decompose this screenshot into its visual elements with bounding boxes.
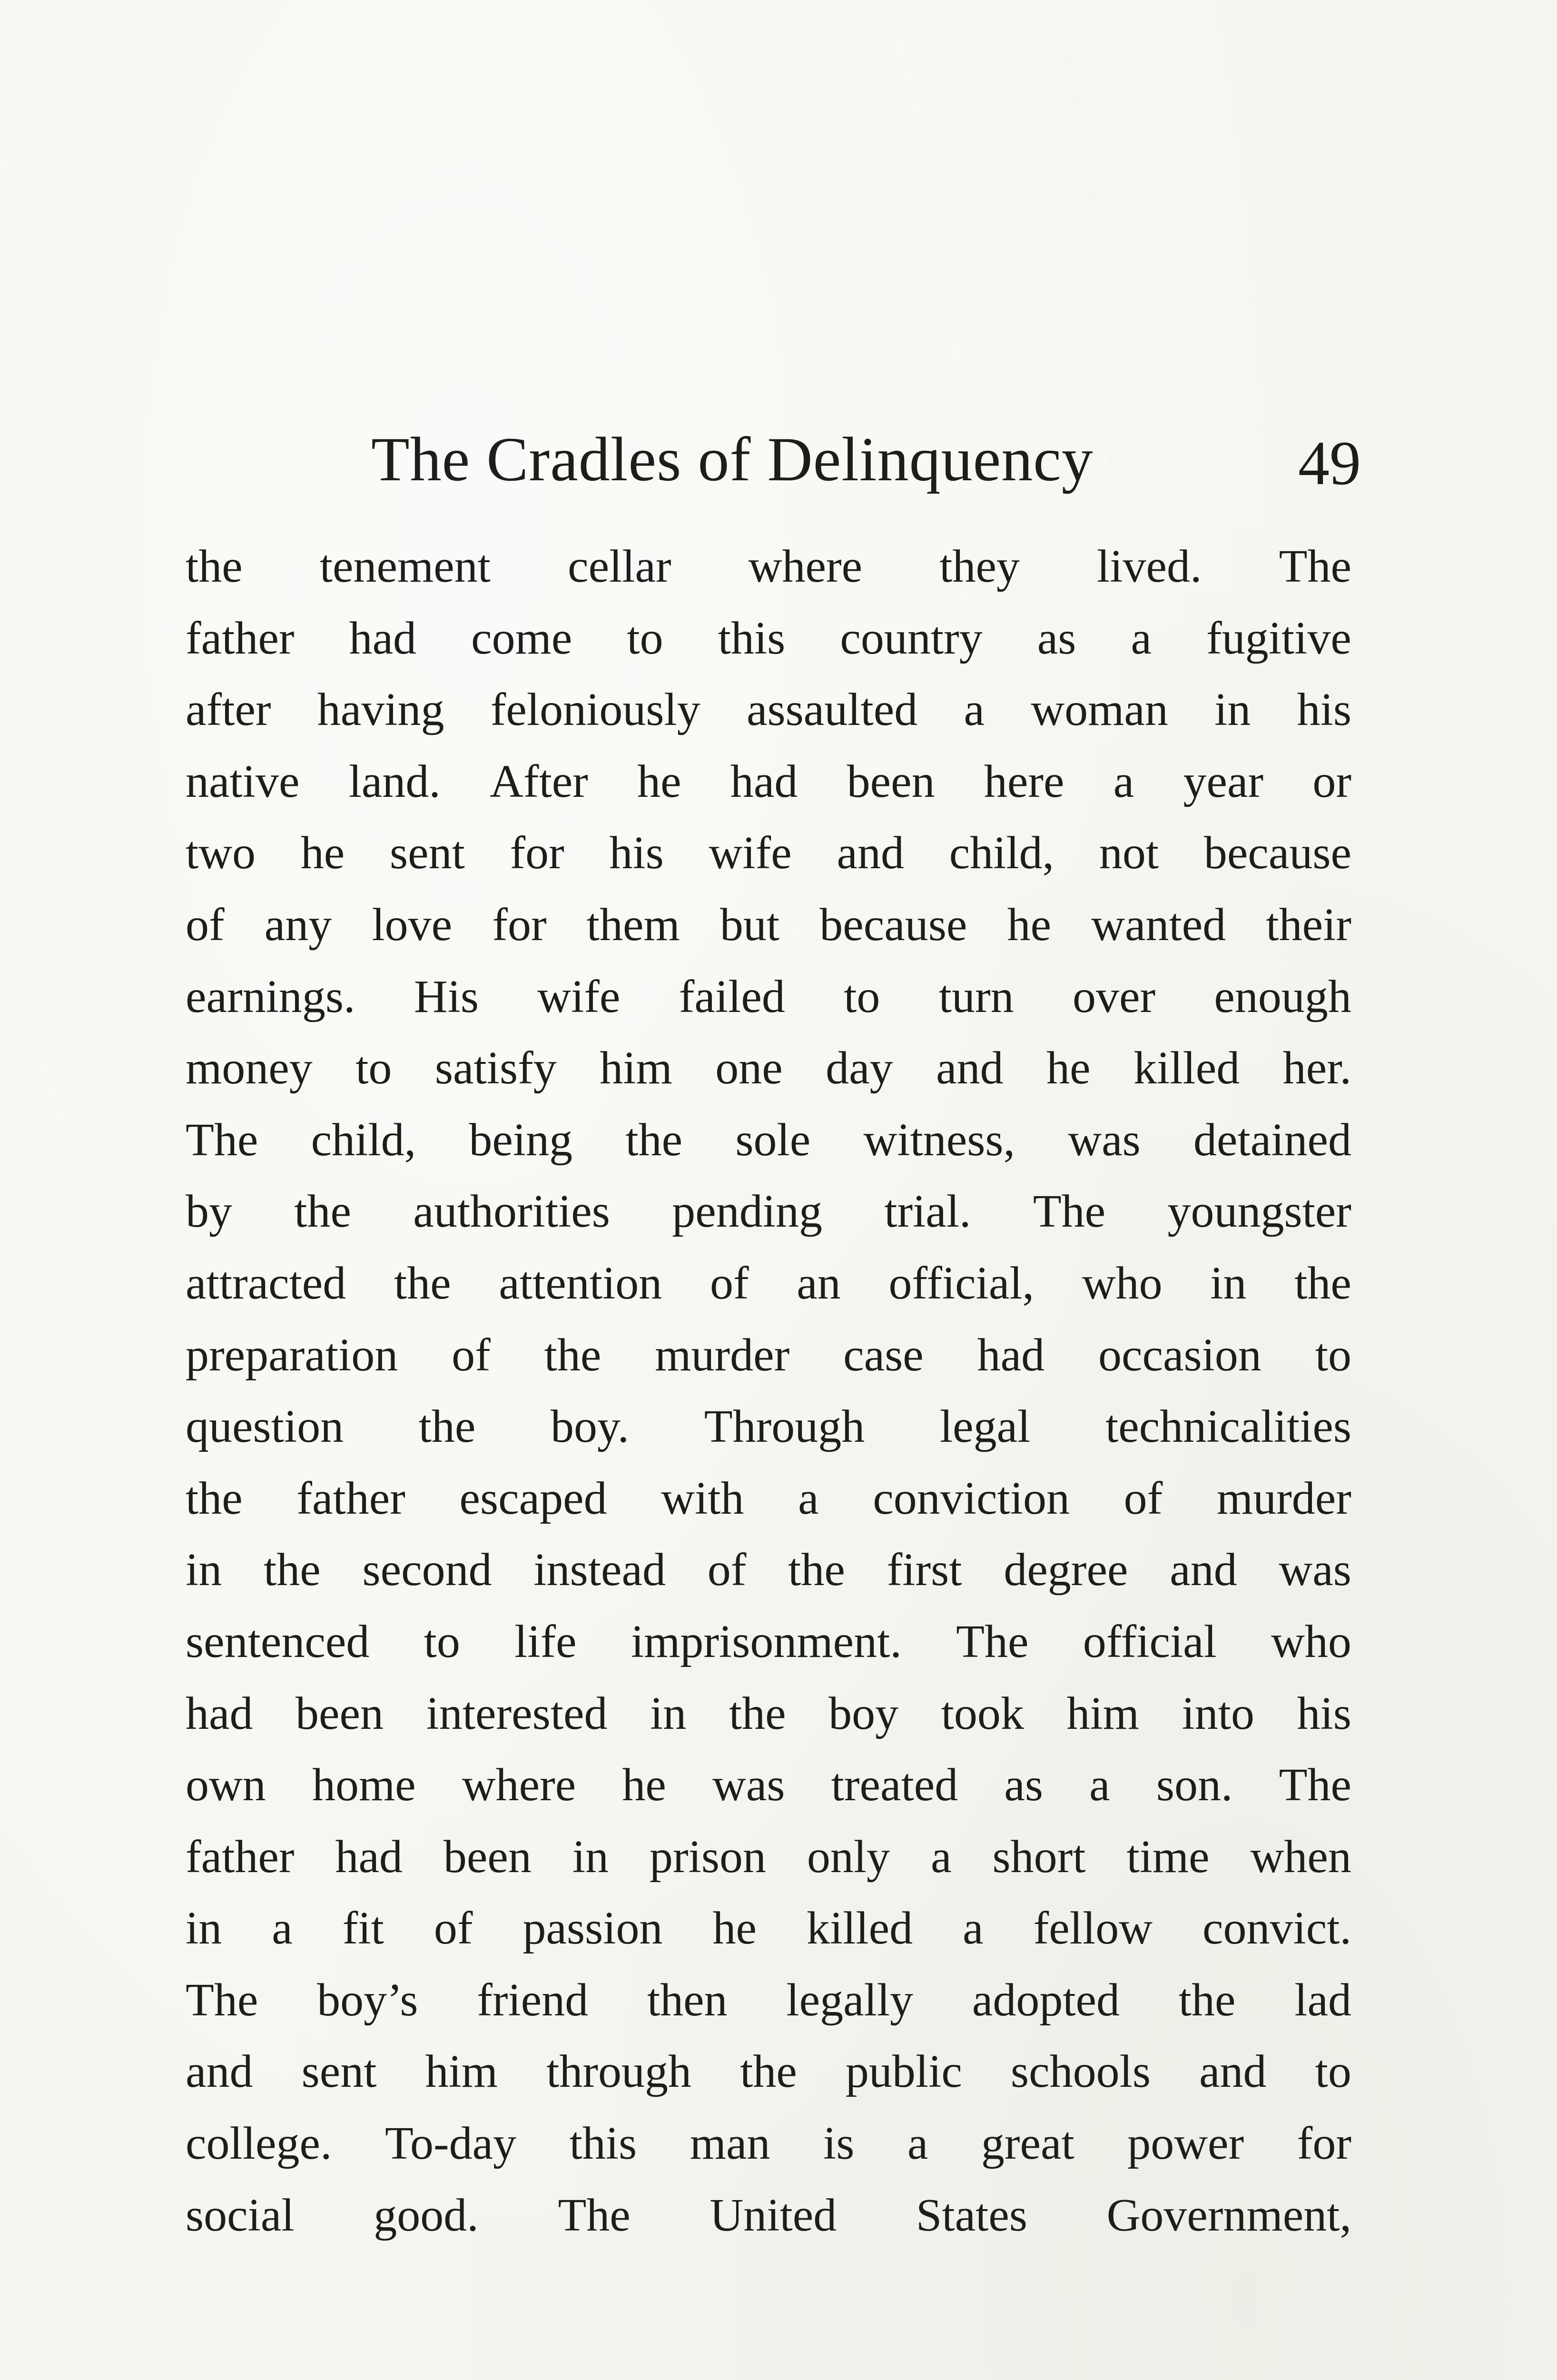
word: of <box>434 1903 473 1954</box>
word: tenement <box>319 541 491 592</box>
word: a <box>963 1903 984 1954</box>
word: two <box>186 827 256 879</box>
word: year <box>1183 755 1264 807</box>
word: boy’s <box>317 1974 418 2026</box>
word: the <box>1294 1257 1351 1309</box>
word: The <box>186 1114 258 1166</box>
word: short <box>992 1831 1086 1883</box>
word: occasion <box>1098 1329 1261 1381</box>
word: to <box>424 1616 460 1667</box>
word: attracted <box>186 1257 346 1309</box>
word: for <box>492 899 547 951</box>
text-line <box>186 1893 1351 1964</box>
word: her. <box>1282 1042 1351 1094</box>
word: sent <box>389 827 465 879</box>
word: in <box>186 1544 222 1596</box>
word: convict. <box>1202 1903 1351 1954</box>
word: because <box>819 899 967 951</box>
word: good. <box>374 2189 479 2241</box>
word: been <box>847 755 935 807</box>
word: interested <box>426 1687 608 1739</box>
text-line <box>186 1248 1351 1319</box>
word: assaulted <box>747 684 918 736</box>
word: and <box>1170 1544 1237 1596</box>
running-head <box>371 419 1361 500</box>
word: was <box>1279 1544 1351 1596</box>
word: official <box>1083 1616 1217 1667</box>
word: and <box>936 1042 1004 1094</box>
word: to <box>627 612 663 664</box>
word: in <box>186 1903 222 1954</box>
word: legal <box>939 1401 1031 1453</box>
word: to <box>1315 1329 1351 1381</box>
word: and <box>837 827 904 879</box>
word: trial. <box>884 1186 971 1238</box>
word: legally <box>786 1974 914 2026</box>
word: authorities <box>413 1186 610 1238</box>
word: land. <box>348 755 441 807</box>
text-line <box>186 2036 1351 2108</box>
word: in <box>650 1687 687 1739</box>
word: pending <box>672 1186 822 1238</box>
word: The <box>558 2189 631 2241</box>
word: one <box>715 1042 783 1094</box>
word: had <box>977 1329 1045 1381</box>
word: college. <box>186 2118 332 2170</box>
word: in <box>1214 684 1251 736</box>
word: the <box>264 1544 321 1596</box>
word: the <box>1178 1974 1236 2026</box>
word: His <box>414 971 479 1022</box>
word: the <box>294 1186 351 1238</box>
word: the <box>394 1257 451 1309</box>
word: a <box>964 684 985 736</box>
word: home <box>312 1759 416 1811</box>
word: cellar <box>568 541 671 592</box>
word: sentenced <box>186 1616 370 1667</box>
word: of <box>452 1329 491 1381</box>
word: time <box>1126 1831 1210 1883</box>
word: was <box>1068 1114 1141 1166</box>
word: killed <box>806 1903 913 1954</box>
word: come <box>471 612 572 664</box>
word: to <box>844 971 880 1022</box>
word: a <box>1131 612 1152 664</box>
word: sent <box>301 2046 377 2098</box>
word: lived. <box>1097 541 1202 592</box>
word: fellow <box>1033 1903 1153 1954</box>
word: only <box>807 1831 890 1883</box>
text-line <box>186 1391 1351 1463</box>
word: but <box>719 899 780 951</box>
word: had <box>186 1687 253 1739</box>
text-line <box>186 1032 1351 1104</box>
word: of <box>710 1257 749 1309</box>
word: preparation <box>186 1329 398 1381</box>
text-line <box>186 1678 1351 1750</box>
word: father <box>186 1831 295 1883</box>
word: been <box>296 1687 384 1739</box>
text-line <box>186 674 1351 746</box>
word: passion <box>522 1903 663 1954</box>
word: The <box>1279 1759 1351 1811</box>
word: lad <box>1294 1974 1351 2026</box>
word: he <box>622 1759 666 1811</box>
word: over <box>1072 971 1156 1022</box>
word: detained <box>1193 1114 1351 1166</box>
word: sole <box>735 1114 811 1166</box>
word: as <box>1004 1759 1044 1811</box>
word: schools <box>1010 2046 1151 2098</box>
word: technicalities <box>1105 1401 1351 1453</box>
word: official, <box>888 1257 1035 1309</box>
word: this <box>718 612 786 664</box>
text-line <box>186 1104 1351 1176</box>
word: being <box>469 1114 573 1166</box>
word: life <box>514 1616 577 1667</box>
word: by <box>186 1186 232 1238</box>
text-line <box>186 817 1351 889</box>
word: as <box>1037 612 1076 664</box>
word: this <box>569 2118 637 2170</box>
word: his <box>1297 684 1351 736</box>
word: killed <box>1133 1042 1240 1094</box>
word: they <box>939 541 1020 592</box>
word: who <box>1271 1616 1351 1667</box>
word: failed <box>679 971 785 1022</box>
word: he <box>1007 899 1052 951</box>
word: murder <box>1216 1472 1351 1524</box>
word: murder <box>655 1329 790 1381</box>
word: native <box>186 755 300 807</box>
word: had <box>730 755 798 807</box>
word: into <box>1182 1687 1254 1739</box>
word: he <box>712 1903 757 1954</box>
word: country <box>840 612 983 664</box>
text-line <box>186 603 1351 674</box>
word: of <box>707 1544 747 1596</box>
word: and <box>1199 2046 1267 2098</box>
word: turn <box>938 971 1014 1022</box>
word: because <box>1203 827 1351 879</box>
word: for <box>510 827 564 879</box>
word: the <box>186 541 243 592</box>
word: United <box>710 2189 837 2241</box>
word: the <box>729 1687 786 1739</box>
word: his <box>1297 1687 1351 1739</box>
word: for <box>1297 2118 1351 2170</box>
word: day <box>826 1042 893 1094</box>
word: attention <box>499 1257 662 1309</box>
word: or <box>1312 755 1351 807</box>
word: fugitive <box>1206 612 1351 664</box>
word: The <box>1033 1186 1106 1238</box>
word: feloniously <box>490 684 700 736</box>
word: instead <box>533 1544 666 1596</box>
word: treated <box>831 1759 958 1811</box>
word: them <box>586 899 680 951</box>
page-number: 49 <box>1298 428 1361 498</box>
word: earnings. <box>186 971 355 1022</box>
word: the <box>544 1329 601 1381</box>
word: question <box>186 1401 344 1453</box>
text-line <box>186 889 1351 961</box>
word: boy. <box>551 1401 630 1453</box>
word: power <box>1127 2118 1244 2170</box>
word: case <box>843 1329 924 1381</box>
word: father <box>186 612 295 664</box>
word: with <box>661 1472 744 1524</box>
word: to <box>1315 2046 1351 2098</box>
word: the <box>625 1114 683 1166</box>
word: youngster <box>1167 1186 1351 1238</box>
word: The <box>186 1974 258 2026</box>
text-line <box>186 1463 1351 1535</box>
word: To-day <box>384 2118 517 2170</box>
word: in <box>572 1831 609 1883</box>
word: man <box>690 2118 770 2170</box>
word: had <box>349 612 417 664</box>
text-line <box>186 1821 1351 1893</box>
word: witness, <box>863 1114 1015 1166</box>
word: any <box>264 899 332 951</box>
word: a <box>1089 1759 1110 1811</box>
text-line <box>186 961 1351 1033</box>
word: who <box>1082 1257 1163 1309</box>
word: boy <box>828 1687 899 1739</box>
word: prison <box>649 1831 766 1883</box>
word: when <box>1250 1831 1351 1883</box>
word: to <box>355 1042 392 1094</box>
word: enough <box>1214 971 1351 1022</box>
word: took <box>941 1687 1024 1739</box>
word: a <box>907 2118 928 2170</box>
word: then <box>647 1974 728 2026</box>
word: fit <box>342 1903 384 1954</box>
text-line <box>186 1319 1351 1391</box>
word: the <box>740 2046 797 2098</box>
word: where <box>748 541 863 592</box>
word: is <box>823 2118 855 2170</box>
word: a <box>931 1831 952 1883</box>
body-text <box>186 531 1351 2251</box>
text-line <box>186 2108 1351 2180</box>
word: great <box>981 2118 1074 2170</box>
word: money <box>186 1042 313 1094</box>
word: in <box>1210 1257 1247 1309</box>
word: him <box>425 2046 498 2098</box>
word: here <box>984 755 1064 807</box>
word: own <box>186 1759 266 1811</box>
word: the <box>186 1472 243 1524</box>
word: social <box>186 2189 295 2241</box>
word: child, <box>311 1114 416 1166</box>
text-line <box>186 746 1351 818</box>
text-line <box>186 1176 1351 1248</box>
word: Through <box>704 1401 865 1453</box>
word: of <box>186 899 225 951</box>
word: States <box>916 2189 1027 2241</box>
text-line <box>186 531 1351 603</box>
word: the <box>418 1401 476 1453</box>
word: The <box>1279 541 1351 592</box>
word: wife <box>709 827 792 879</box>
word: was <box>712 1759 785 1811</box>
word: after <box>186 684 271 736</box>
word: a <box>798 1472 819 1524</box>
word: not <box>1099 827 1159 879</box>
word: been <box>443 1831 532 1883</box>
word: The <box>956 1616 1029 1667</box>
word: wanted <box>1091 899 1226 951</box>
word: his <box>609 827 664 879</box>
word: having <box>317 684 444 736</box>
word: degree <box>1004 1544 1128 1596</box>
word: where <box>462 1759 576 1811</box>
word: a <box>272 1903 293 1954</box>
word: After <box>490 755 588 807</box>
running-title: The Cradles of Delinquency <box>371 424 1094 494</box>
text-line <box>186 1749 1351 1821</box>
word: him <box>600 1042 672 1094</box>
word: he <box>637 755 681 807</box>
word: imprisonment. <box>631 1616 902 1667</box>
word: him <box>1066 1687 1139 1739</box>
word: Government, <box>1106 2189 1351 2241</box>
word: adopted <box>972 1974 1120 2026</box>
word: son. <box>1156 1759 1233 1811</box>
text-line <box>186 1534 1351 1606</box>
word: wife <box>537 971 621 1022</box>
word: public <box>845 2046 962 2098</box>
word: satisfy <box>434 1042 557 1094</box>
text-line <box>186 1964 1351 2036</box>
word: he <box>1046 1042 1091 1094</box>
text-line <box>186 1606 1351 1678</box>
word: through <box>546 2046 691 2098</box>
word: conviction <box>873 1472 1070 1524</box>
word: an <box>797 1257 841 1309</box>
word: father <box>296 1472 405 1524</box>
word: the <box>788 1544 845 1596</box>
word: friend <box>477 1974 589 2026</box>
word: had <box>335 1831 403 1883</box>
word: of <box>1123 1472 1163 1524</box>
word: their <box>1266 899 1351 951</box>
word: love <box>372 899 453 951</box>
word: he <box>300 827 345 879</box>
word: second <box>362 1544 492 1596</box>
word: and <box>186 2046 253 2098</box>
text-line <box>186 2180 1351 2251</box>
word: first <box>887 1544 962 1596</box>
word: woman <box>1031 684 1168 736</box>
word: escaped <box>459 1472 607 1524</box>
word: child, <box>949 827 1054 879</box>
word: a <box>1113 755 1134 807</box>
